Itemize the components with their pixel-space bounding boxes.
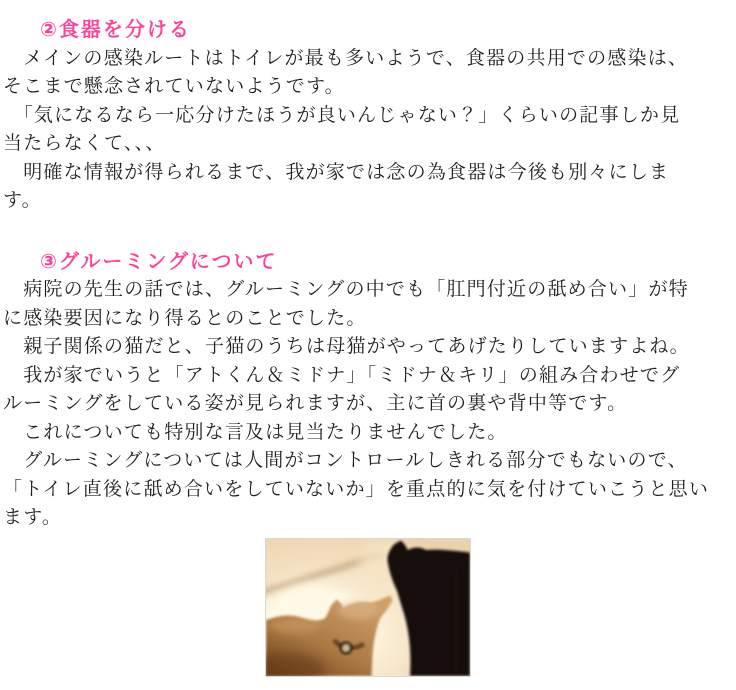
paragraph-line: に感染要因になり得るとのことでした。 [3,306,367,329]
paragraph-line: 我が家でいうと「アトくん＆ミドナ」「ミドナ＆キリ」の組み合わせでグ [3,363,681,386]
section-separate-dishes [3,15,730,215]
paragraph-line: 「気になるなら一応分けたほうが良いんじゃない？」くらいの記事しか見 [3,103,681,126]
paragraph-line: 明確な情報が得られるまで、我が家では念の為食器は今後も別々にしま [3,160,670,183]
paragraph-line: グルーミングについては人間がコントロールしきれる部分でもないので、 [3,449,688,471]
cats-photo [266,539,470,676]
paragraph-line: 当たらなくて、、、 [3,132,166,154]
paragraph-line: ルーミングをしている姿が見られますが、主に首の裏や背中等です。 [3,392,628,414]
paragraph-line: 親子関係の猫だと、子猫のうちは母猫がやってあげたりしていますよね。 [3,335,690,357]
cats-photo-illustration [266,539,470,676]
paragraph-line: ます。 [3,506,63,528]
paragraph-line: 「トイレ直後に舐め合いをしていないか」を重点的に気を付けていこうと思い [3,477,710,500]
section-heading-grooming: ③グルーミングについて [40,248,278,273]
paragraph-line: す。 [3,189,42,211]
paragraph-line: そこまで懸念されていないようです。 [3,75,345,97]
paragraph-line: 病院の先生の話では、グルーミングの中でも「肛門付近の舐め合い」が特 [3,278,689,300]
paragraph-line: メインの感染ルートはトイレが最も多いようで、食器の共用での感染は、 [3,46,689,69]
section-heading-dishes: ②食器を分ける [40,17,191,41]
paragraph-line: これについても特別な言及は見当たりませんでした。 [3,420,508,443]
section-about-grooming [3,247,730,532]
